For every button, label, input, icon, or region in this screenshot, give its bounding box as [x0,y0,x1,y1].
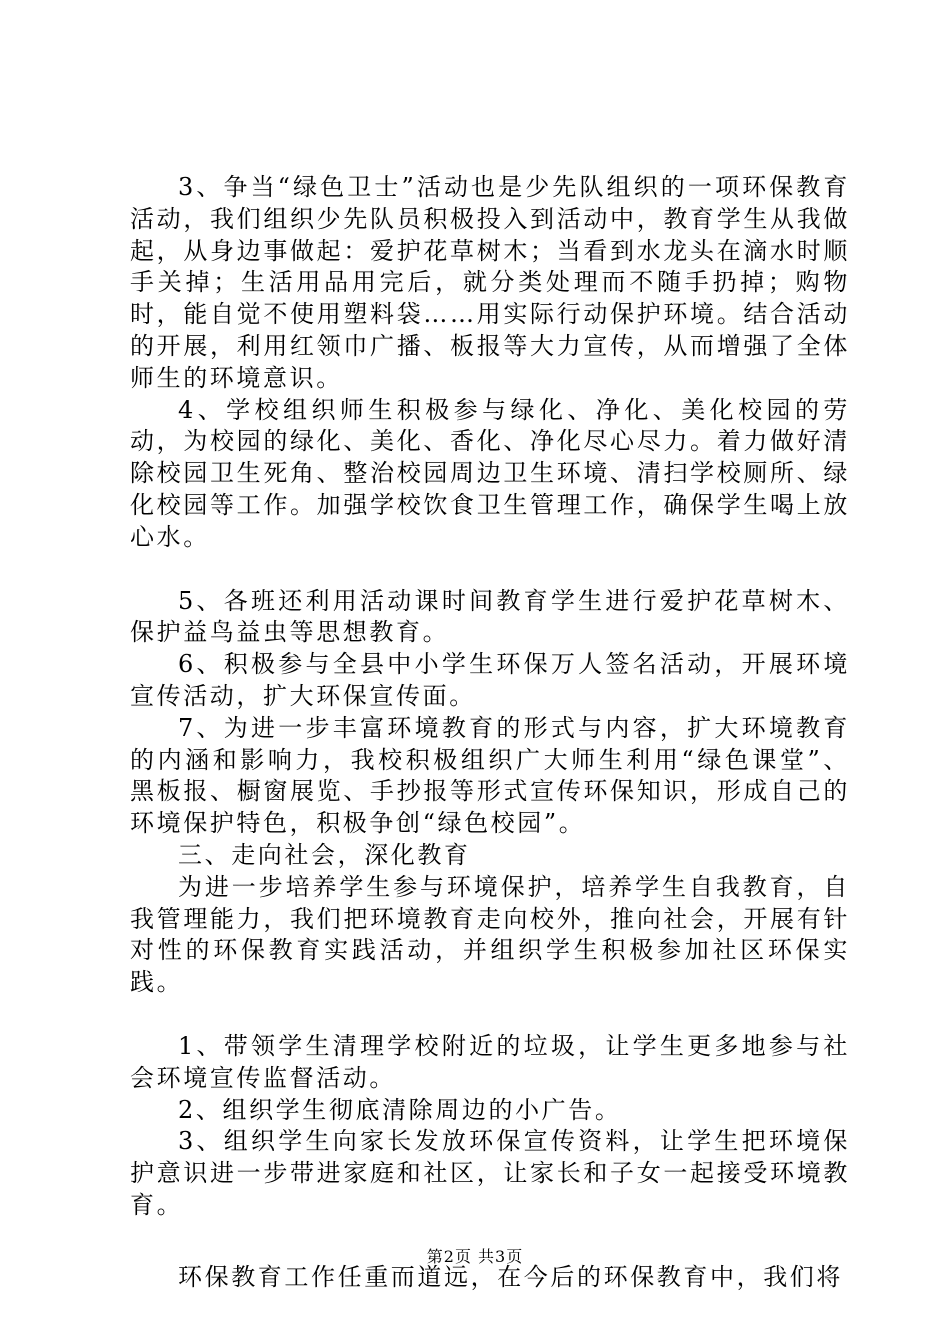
document-body [130,172,850,1294]
paragraph-practice-3: 3、组织学生向家长发放环保宣传资料，让学生把环境保护意识进一步带进家庭和社区，让家长和子女一起接受环境教育。 [130,1127,850,1219]
paragraph-practice-1: 1、带领学生清理学校附近的垃圾，让学生更多地参与社会环境宣传监督活动。 [130,1031,850,1092]
page-footer: 第2页 共3页 [426,1247,524,1266]
paragraph-practice-2: 2、组织学生彻底清除周边的小广告。 [178,1095,622,1124]
paragraph-activity-3: 3、争当“绿色卫士”活动也是少先队组织的一项环保教育活动，我们组织少先队员积极投入到活动中，教育学生从我做起，从身边事做起：爱护花草树木；当看到水龙头在滴水时顺手关掉；生活用品用完后，就分类处理而不随手扔掉；购物时，能自觉不使用塑料袋……用实际行动保护环境。结合活动的开展，利用红领巾广播、板报等大力宣传，从而增强了全体师生的环境意识。 [130,173,850,392]
paragraph-activity-4: 4、学校组织师生积极参与绿化、净化、美化校园的劳动，为校园的绿化、美化、香化、净化尽心尽力。着力做好清除校园卫生死角、整治校园周边卫生环境、清扫学校厕所、绿化校园等工作。加强学校饮食卫生管理工作，确保学生喝上放心水。 [130,395,850,551]
paragraph-section-3-intro: 为进一步培养学生参与环境保护，培养学生自我教育，自我管理能力，我们把环境教育走向校外，推向社会，开展有针对性的环保教育实践活动，并组织学生积极参加社区环保实践。 [130,872,850,997]
paragraph-activity-5: 5、各班还利用活动课时间教育学生进行爱护花草树木、保护益鸟益虫等思想教育。 [130,586,850,647]
section-heading-3: 三、走向社会，深化教育 [178,840,471,869]
paragraph-closing: 环保教育工作任重而道远，在今后的环保教育中，我们将 [178,1262,843,1291]
paragraph-activity-6: 6、积极参与全县中小学生环保万人签名活动，开展环境宣传活动，扩大环保宣传面。 [130,650,850,710]
paragraph-activity-7: 7、为进一步丰富环境教育的形式与内容，扩大环境教育的内涵和影响力，我校积极组织广大师生利用“绿色课堂”、黑板报、橱窗展览、手抄报等形式宣传环保知识，形成自己的环境保护特色，积极争创“绿色校园”。 [130,713,850,838]
